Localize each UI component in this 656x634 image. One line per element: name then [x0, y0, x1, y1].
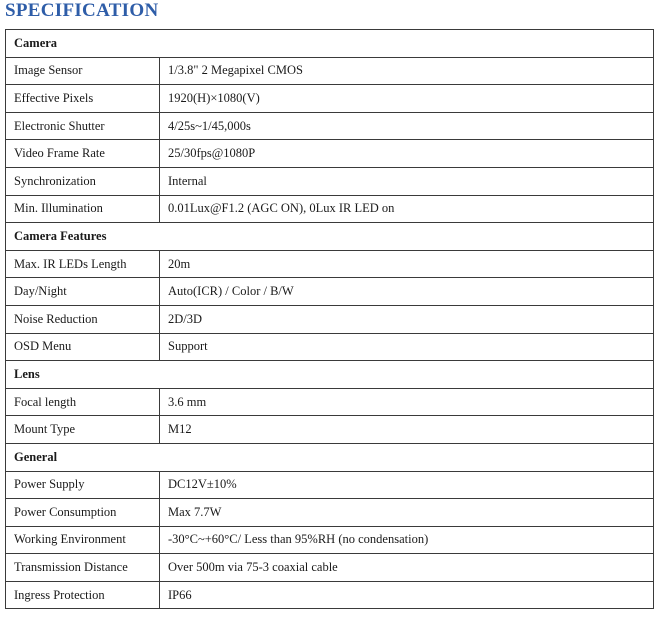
spec-row: [6, 526, 654, 554]
spec-value: 25/30fps@1080P: [160, 140, 654, 168]
section-header-row: [6, 361, 654, 389]
spec-row: [6, 499, 654, 527]
spec-row: [6, 554, 654, 582]
spec-value: Auto(ICR) / Color / B/W: [160, 278, 654, 306]
spec-row: [6, 195, 654, 223]
spec-row: [6, 278, 654, 306]
spec-value: Over 500m via 75-3 coaxial cable: [160, 554, 654, 582]
spec-label: Max. IR LEDs Length: [6, 250, 160, 278]
spec-row: [6, 388, 654, 416]
spec-row: [6, 57, 654, 85]
spec-label: Noise Reduction: [6, 305, 160, 333]
spec-row: [6, 250, 654, 278]
spec-row: [6, 333, 654, 361]
spec-value: 3.6 mm: [160, 388, 654, 416]
section-heading: General: [6, 443, 654, 471]
spec-row: [6, 140, 654, 168]
spec-value: 20m: [160, 250, 654, 278]
spec-label: Focal length: [6, 388, 160, 416]
page-title: SPECIFICATION: [5, 0, 159, 21]
spec-value: IP66: [160, 581, 654, 609]
spec-label: Mount Type: [6, 416, 160, 444]
section-heading: Camera Features: [6, 223, 654, 251]
spec-row: [6, 85, 654, 113]
spec-label: Ingress Protection: [6, 581, 160, 609]
spec-value: -30°C~+60°C/ Less than 95%RH (no condensation): [160, 526, 654, 554]
spec-label: Electronic Shutter: [6, 112, 160, 140]
spec-label: Image Sensor: [6, 57, 160, 85]
spec-row: [6, 112, 654, 140]
spec-row: [6, 167, 654, 195]
spec-value: 1/3.8" 2 Megapixel CMOS: [160, 57, 654, 85]
spec-value: 0.01Lux@F1.2 (AGC ON), 0Lux IR LED on: [160, 195, 654, 223]
section-heading: Lens: [6, 361, 654, 389]
spec-label: Min. Illumination: [6, 195, 160, 223]
spec-value: DC12V±10%: [160, 471, 654, 499]
spec-table: [5, 29, 654, 609]
section-header-row: [6, 30, 654, 58]
spec-row: [6, 581, 654, 609]
spec-label: Day/Night: [6, 278, 160, 306]
spec-row: [6, 305, 654, 333]
spec-row: [6, 416, 654, 444]
spec-label: OSD Menu: [6, 333, 160, 361]
spec-value: Max 7.7W: [160, 499, 654, 527]
section-heading: Camera: [6, 30, 654, 58]
spec-value: 1920(H)×1080(V): [160, 85, 654, 113]
spec-value: 2D/3D: [160, 305, 654, 333]
spec-label: Video Frame Rate: [6, 140, 160, 168]
spec-label: Synchronization: [6, 167, 160, 195]
section-header-row: [6, 223, 654, 251]
spec-value: M12: [160, 416, 654, 444]
spec-row: [6, 471, 654, 499]
spec-label: Power Supply: [6, 471, 160, 499]
spec-value: 4/25s~1/45,000s: [160, 112, 654, 140]
spec-table-body: [6, 30, 654, 609]
spec-label: Effective Pixels: [6, 85, 160, 113]
spec-label: Power Consumption: [6, 499, 160, 527]
spec-value: Support: [160, 333, 654, 361]
section-header-row: [6, 443, 654, 471]
spec-label: Working Environment: [6, 526, 160, 554]
spec-label: Transmission Distance: [6, 554, 160, 582]
spec-value: Internal: [160, 167, 654, 195]
